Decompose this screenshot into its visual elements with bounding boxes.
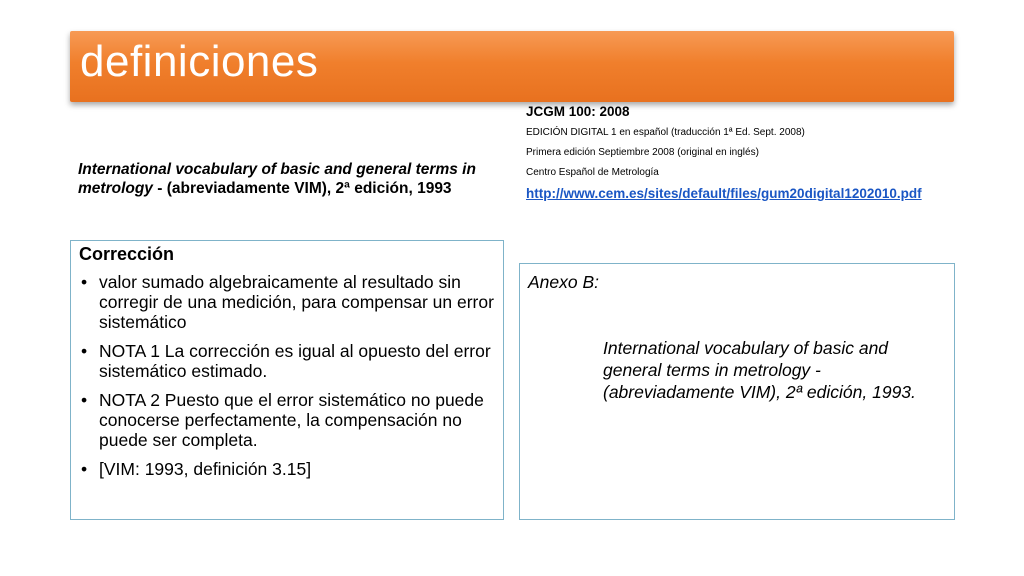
reference-block xyxy=(526,104,956,201)
bullet-icon: • xyxy=(81,341,88,361)
list-item-text: [VIM: 1993, definición 3.15] xyxy=(99,459,312,479)
definition-list xyxy=(79,272,495,479)
title-banner xyxy=(70,31,954,102)
annex-body: International vocabulary of basic and general terms in metrology - (abreviadamente VIM), 2ª edición, 1993. xyxy=(603,338,916,402)
list-item xyxy=(79,459,495,479)
bullet-icon: • xyxy=(81,272,88,292)
annex-box xyxy=(519,263,955,520)
list-item-text: NOTA 1 La corrección es igual al opuesto del error sistemático estimado. xyxy=(99,341,491,381)
vim-heading-rest: - (abreviadamente VIM), 2ª edición, 1993 xyxy=(152,180,452,197)
list-item xyxy=(79,341,495,381)
vim-heading-italic: International vocabulary of basic and general terms in metrology xyxy=(78,161,476,197)
reference-line: Primera edición Septiembre 2008 (original en inglés) xyxy=(526,147,759,158)
definition-box xyxy=(70,240,504,520)
reference-line: EDICIÓN DIGITAL 1 en español (traducción 1ª Ed. Sept. 2008) xyxy=(526,127,805,138)
list-item-text: NOTA 2 Puesto que el error sistemático no puede conocerse perfectamente, la compensación no puede ser completa. xyxy=(99,390,484,450)
bullet-icon: • xyxy=(81,459,88,479)
list-item-text: valor sumado algebraicamente al resultado sin corregir de una medición, para compensar un error sistemático xyxy=(99,272,494,332)
vim-heading xyxy=(78,160,498,198)
list-item xyxy=(79,272,495,332)
reference-line: Centro Español de Metrología xyxy=(526,167,659,178)
slide-title: definiciones xyxy=(80,37,319,86)
annex-heading: Anexo B: xyxy=(528,272,600,292)
definition-heading: Corrección xyxy=(79,244,175,264)
list-item xyxy=(79,390,495,450)
bullet-icon: • xyxy=(81,390,88,410)
reference-link[interactable]: http://www.cem.es/sites/default/files/gum20digital1202010.pdf xyxy=(526,186,922,201)
reference-code: JCGM 100: 2008 xyxy=(526,104,630,119)
